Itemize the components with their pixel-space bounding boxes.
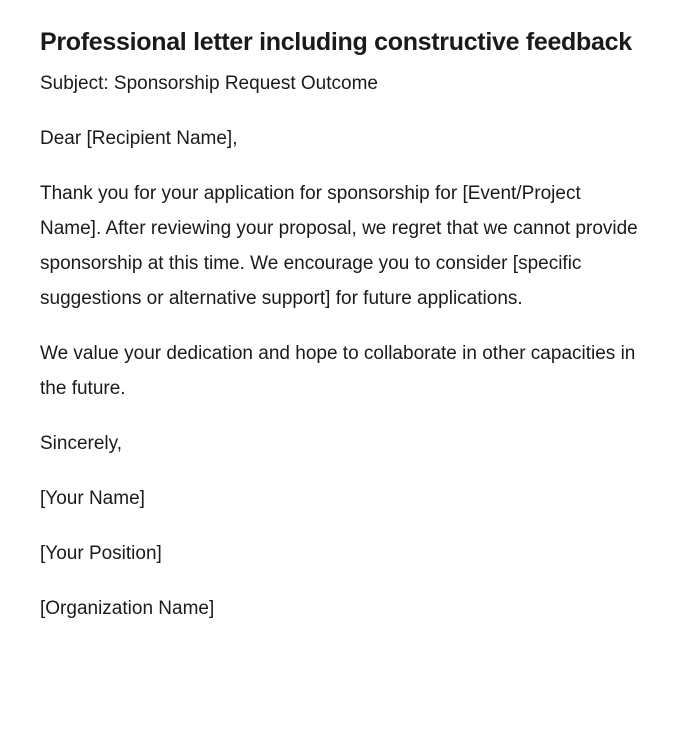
closing: Sincerely, [40,433,123,454]
organization-name: [Organization Name] [40,598,215,619]
body-paragraph: We value your dedication and hope to collaborate in other capacities in the future. [40,343,636,399]
page-title: Professional letter including constructive feedback [40,28,632,56]
subject-line: Subject: Sponsorship Request Outcome [40,73,378,94]
sender-name: [Your Name] [40,488,145,509]
body-paragraph: Thank you for your application for sponsorship for [Event/Project Name]. After reviewing your proposal, we regret that we cannot provide sponsorship at this time. We encourage you to consider [specific suggestions or alternative support] for future applications. [40,183,638,309]
greeting: Dear [Recipient Name], [40,128,238,149]
sender-position: [Your Position] [40,543,162,564]
